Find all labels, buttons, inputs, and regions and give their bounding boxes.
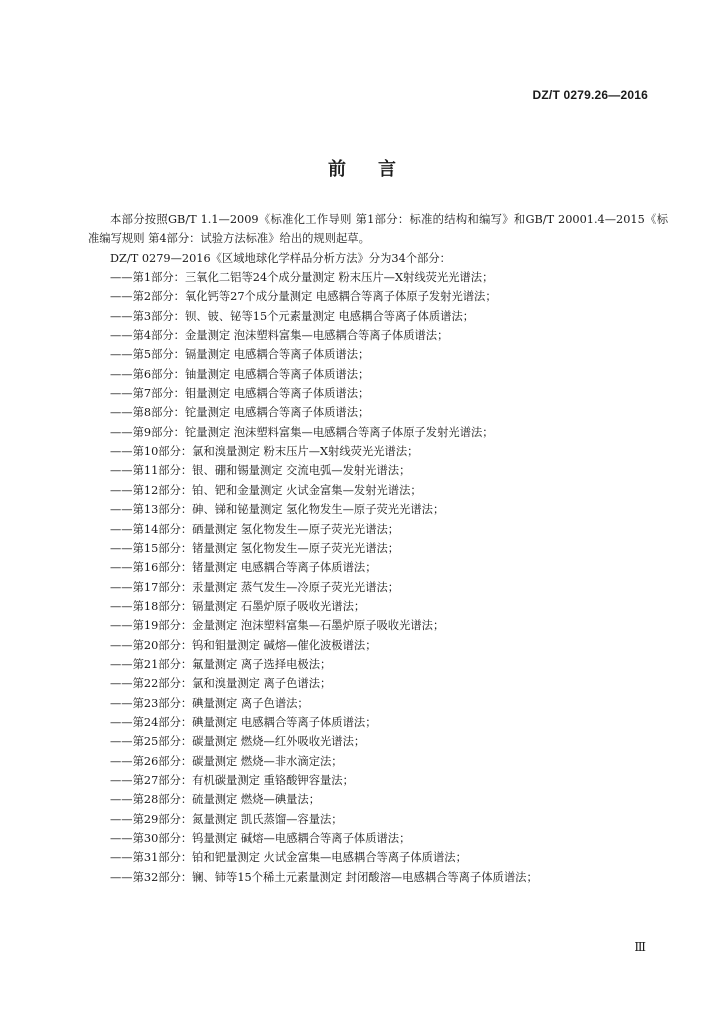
list-item: ——第20部分：钨和钼量测定 碱熔—催化波极谱法； [110, 638, 377, 652]
list-item: ——第8部分：铊量测定 电感耦合等离子体质谱法； [110, 406, 370, 420]
list-item: ——第6部分：铀量测定 电感耦合等离子体质谱法； [110, 367, 370, 381]
list-item: ——第19部分：金量测定 泡沫塑料富集—石墨炉原子吸收光谱法； [110, 619, 445, 633]
list-item: ——第18部分：镉量测定 石墨炉原子吸收光谱法； [110, 599, 366, 613]
list-item: ——第17部分：汞量测定 蒸气发生—冷原子荧光光谱法； [110, 580, 400, 594]
list-item: ——第22部分：氯和溴量测定 离子色谱法； [110, 677, 332, 691]
list-item: ——第13部分：砷、锑和铋量测定 氢化物发生—原子荧光光谱法； [110, 503, 445, 517]
parts-list [88, 268, 668, 887]
list-item: ——第1部分：三氧化二铝等24个成分量测定 粉末压片—X射线荧光光谱法； [110, 271, 494, 285]
intro-paragraph-1: 本部分按照GB/T 1.1—2009《标准化工作导则 第1部分：标准的结构和编写》和GB/T 20001.4—2015《标准编写规则 第4部分：试验方法标准》给出的规则起草。 [88, 213, 668, 246]
list-item: ——第29部分：氮量测定 凯氏蒸馏—容量法； [110, 812, 343, 826]
document-body [88, 210, 668, 887]
list-item: ——第24部分：碘量测定 电感耦合等离子体质谱法； [110, 715, 377, 729]
list-item: ——第2部分：氧化钙等27个成分量测定 电感耦合等离子体原子发射光谱法； [110, 290, 497, 304]
list-item: ——第30部分：钨量测定 碱熔—电感耦合等离子体质谱法； [110, 832, 411, 845]
list-item: ——第7部分：钼量测定 电感耦合等离子体质谱法； [110, 387, 370, 401]
list-item: ——第12部分：铂、钯和金量测定 火试金富集—发射光谱法； [110, 483, 422, 497]
list-item: ——第26部分：碳量测定 燃烧—非水滴定法； [110, 754, 343, 768]
page-number: Ⅲ [634, 940, 646, 954]
list-item: ——第31部分：铂和钯量测定 火试金富集—电感耦合等离子体质谱法； [110, 851, 467, 865]
list-item: ——第9部分：铊量测定 泡沫塑料富集—电感耦合等离子体原子发射光谱法； [110, 425, 494, 439]
document-code: DZ/T 0279.26—2016 [532, 88, 648, 102]
list-item: ——第25部分：碳量测定 燃烧—红外吸收光谱法； [110, 735, 366, 749]
page-title: 前言 [328, 159, 428, 180]
list-item: ——第4部分：金量测定 泡沫塑料富集—电感耦合等离子体质谱法； [110, 329, 449, 343]
list-item: ——第5部分：镉量测定 电感耦合等离子体质谱法； [110, 348, 370, 362]
list-item: ——第11部分：银、硼和锡量测定 交流电弧—发射光谱法； [110, 464, 411, 478]
list-item: ——第14部分：硒量测定 氢化物发生—原子荧光光谱法； [110, 522, 400, 536]
list-item: ——第10部分：氯和溴量测定 粉末压片—X射线荧光光谱法； [110, 445, 419, 459]
list-item: ——第28部分：硫量测定 燃烧—碘量法； [110, 793, 321, 807]
list-item: ——第23部分：碘量测定 离子色谱法； [110, 696, 309, 710]
list-item: ——第3部分：钡、铍、铋等15个元素量测定 电感耦合等离子体质谱法； [110, 309, 475, 323]
list-item: ——第16部分：锗量测定 电感耦合等离子体质谱法； [110, 561, 377, 575]
list-item: ——第27部分：有机碳量测定 重铬酸钾容量法； [110, 773, 354, 787]
list-item: ——第21部分：氟量测定 离子选择电极法； [110, 657, 332, 671]
intro-paragraph-2: DZ/T 0279—2016《区域地球化学样品分析方法》分为34个部分： [110, 251, 451, 265]
list-item: ——第32部分：镧、铈等15个稀土元素量测定 封闭酸溶—电感耦合等离子体质谱法； [110, 870, 538, 884]
list-item: ——第15部分：锗量测定 氢化物发生—原子荧光光谱法； [110, 541, 400, 555]
